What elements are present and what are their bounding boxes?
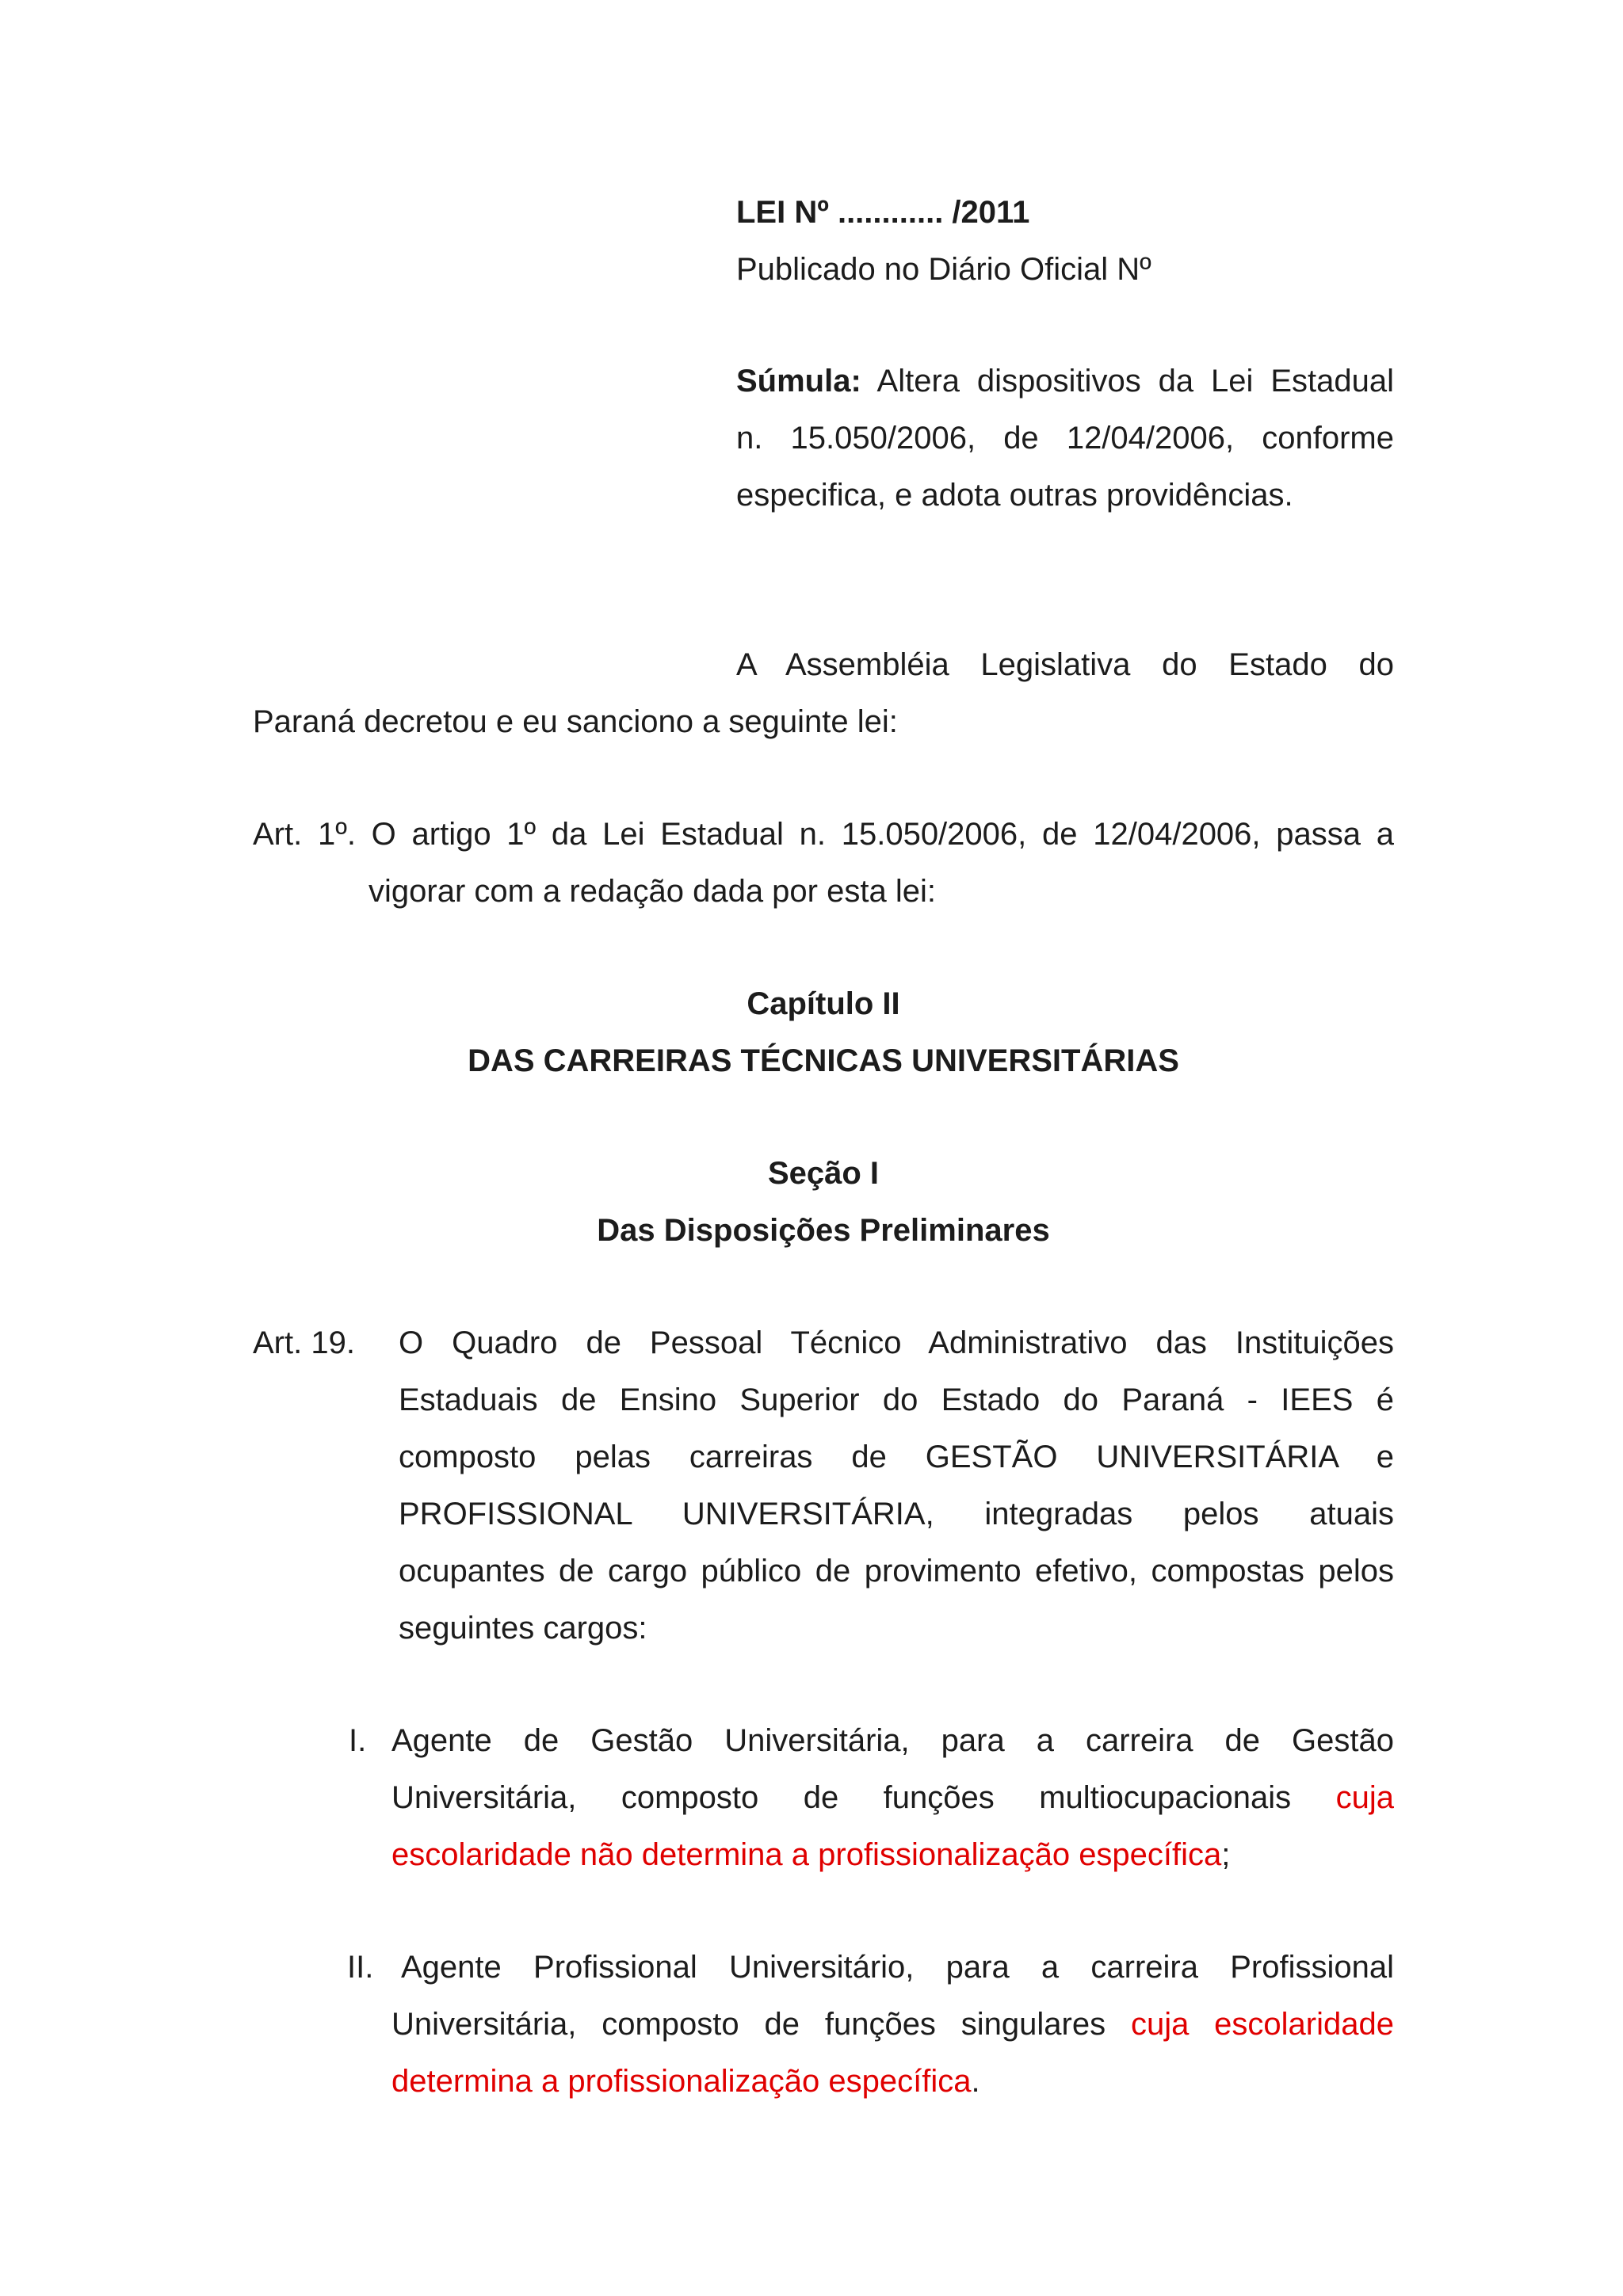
item1-numeral: I.: [349, 1723, 367, 1758]
art19-line-1: O Quadro de Pessoal Técnico Administrativo das Instituições: [399, 1325, 1394, 1360]
law-number: LEI Nº ............ /2011: [736, 195, 1030, 230]
sumula-line-3: especifica, e adota outras providências.: [736, 478, 1293, 513]
preamble-line-1: A Assembléia Legislativa do Estado do: [736, 647, 1394, 682]
chapter-title: Capítulo II: [747, 986, 900, 1021]
art19-line-4: PROFISSIONAL UNIVERSITÁRIA, integradas pelos atuais: [399, 1497, 1394, 1531]
art19-line-3: composto pelas carreiras de GESTÃO UNIVERSITÁRIA e: [399, 1440, 1394, 1474]
art1-line-2: vigorar com a redação dada por esta lei:: [369, 874, 936, 909]
item2-line-2-text: Universitária, composto de funções singulares: [391, 2007, 1106, 2042]
item2-line-3-end: .: [971, 2064, 980, 2099]
chapter-subtitle: DAS CARREIRAS TÉCNICAS UNIVERSITÁRIAS: [468, 1043, 1179, 1078]
item1-line-3-highlight: escolaridade não determina a profissionalização específica: [391, 1837, 1222, 1872]
art19-line-6: seguintes cargos:: [399, 1611, 647, 1646]
art19-line-2: Estaduais de Ensino Superior do Estado do Paraná - IEES é: [399, 1383, 1394, 1417]
item2-line-2: [391, 2005, 1394, 2043]
item1-line-3: [391, 1836, 1230, 1874]
item1-line-2: [391, 1779, 1394, 1817]
sumula-line-1: [736, 362, 1394, 400]
item1-line-1: Agente de Gestão Universitária, para a carreira de Gestão: [391, 1723, 1394, 1758]
item2-line-1: Agente Profissional Universitário, para a carreira Profissional: [401, 1950, 1394, 1985]
item1-line-2-text: Universitária, composto de funções multiocupacionais: [391, 1780, 1292, 1815]
preamble-line-2: Paraná decretou e eu sanciono a seguinte lei:: [253, 704, 898, 739]
item1-line-2-highlight: cuja: [1335, 1780, 1394, 1815]
art19-line-5: ocupantes de cargo público de provimento efetivo, compostas pelos: [399, 1554, 1394, 1589]
section-subtitle: Das Disposições Preliminares: [597, 1213, 1050, 1248]
item2-line-3-highlight: determina a profissionalização específica: [391, 2064, 972, 2099]
item2-line-3: [391, 2062, 980, 2100]
art19-label: Art. 19.: [253, 1325, 355, 1360]
sumula-label: Súmula:: [736, 364, 861, 399]
section-title: Seção I: [767, 1156, 880, 1191]
item2-line-2-highlight: cuja escolaridade: [1130, 2007, 1394, 2042]
sumula-text-1: Altera dispositivos da Lei Estadual: [876, 364, 1394, 399]
item2-numeral: II.: [347, 1950, 374, 1985]
art1-line-1: Art. 1º. O artigo 1º da Lei Estadual n. 15.050/2006, de 12/04/2006, passa a: [253, 817, 1394, 852]
item1-line-3-end: ;: [1221, 1837, 1231, 1872]
publication-note: Publicado no Diário Oficial Nº: [736, 252, 1151, 287]
sumula-line-2: n. 15.050/2006, de 12/04/2006, conforme: [736, 421, 1394, 456]
